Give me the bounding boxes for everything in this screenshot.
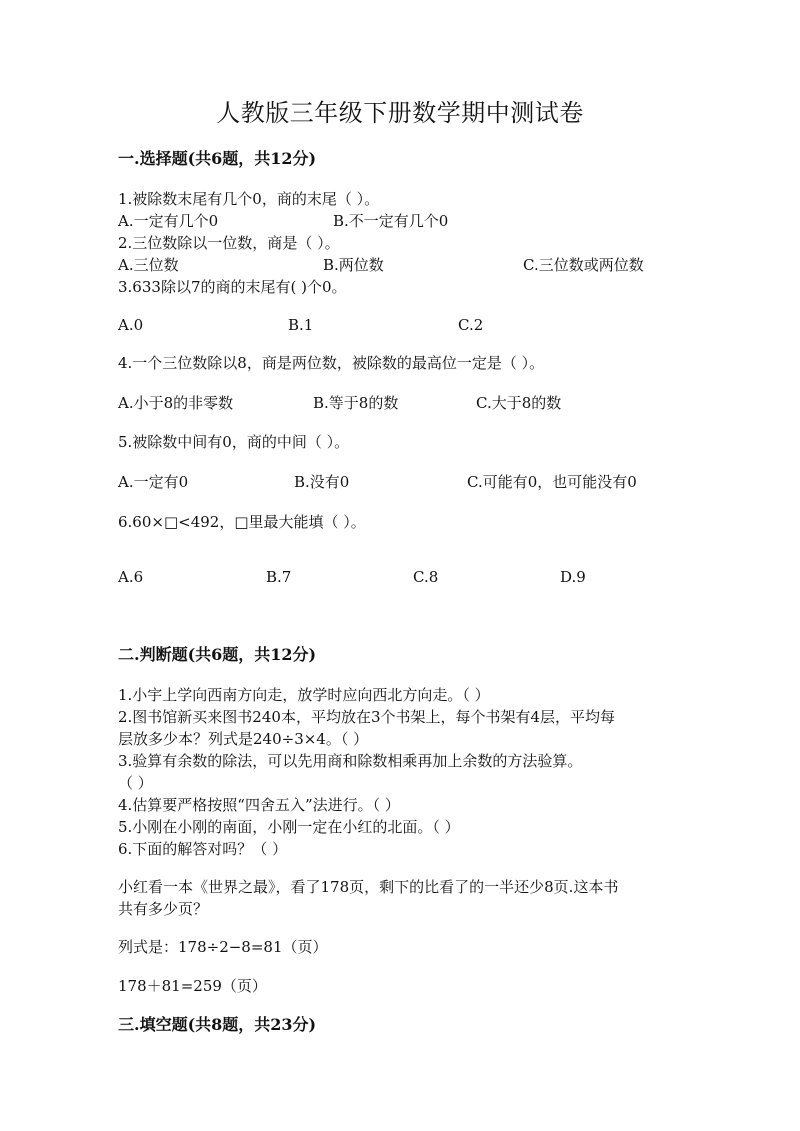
s2-q4-text: 4.估算要严格按照“四舍五入”法进行。（ ） <box>118 796 400 814</box>
s1-q4-option-a: A.小于8的非零数 <box>118 394 234 412</box>
s2-q3-line2: （ ） <box>118 774 153 792</box>
s1-q6-option-a: A.6 <box>118 568 144 586</box>
s1-q6-option-d: D.9 <box>560 568 586 586</box>
s1-q4-option-b: B.等于8的数 <box>313 394 399 412</box>
section1-heading: 一.选择题(共6题，共12分) <box>118 149 317 168</box>
s1-q3-option-c: C.2 <box>458 316 484 334</box>
s1-q2-option-a: A.三位数 <box>118 256 179 274</box>
s1-q2-option-c: C.三位数或两位数 <box>523 256 644 274</box>
s1-q1-option-b: B.不一定有几个0 <box>333 212 449 230</box>
s2-q6-text: 6.下面的解答对吗？（ ） <box>118 840 288 858</box>
s2-q2-line1: 2.图书馆新买来图书240本，平均放在3个书架上，每个书架有4层，平均每 <box>118 708 616 726</box>
s1-q3-option-a: A.0 <box>118 316 144 334</box>
s2-formula-line1: 列式是：178÷2−8=81（页） <box>118 938 328 956</box>
s1-q6-option-c: C.8 <box>413 568 439 586</box>
s1-q3-text: 3.633除以7的商的末尾有( )个0。 <box>118 278 347 296</box>
s2-q5-text: 5.小刚在小刚的南面，小刚一定在小红的北面。（ ） <box>118 818 460 836</box>
section3-heading: 三.填空题(共8题，共23分) <box>118 1015 317 1034</box>
s1-q5-option-b: B.没有0 <box>294 473 350 491</box>
s2-story-line2: 共有多少页？ <box>118 900 209 918</box>
s1-q6-text: 6.60×□<492，□里最大能填（ ）。 <box>118 513 366 531</box>
s1-q2-text: 2.三位数除以一位数，商是（ ）。 <box>118 234 340 252</box>
s1-q3-option-b: B.1 <box>288 316 314 334</box>
s2-formula-line2: 178＋81=259（页） <box>118 977 267 995</box>
s1-q1-option-a: A.一定有几个0 <box>118 212 219 230</box>
s1-q5-text: 5.被除数中间有0，商的中间（ ）。 <box>118 433 350 451</box>
s2-q2-line2: 层放多少本？列式是240÷3×4。（ ） <box>118 730 369 748</box>
page-title: 人教版三年级下册数学期中测试卷 <box>216 99 584 127</box>
s2-q1-text: 1.小宇上学向西南方向走，放学时应向西北方向走。（ ） <box>118 686 490 704</box>
s1-q2-option-b: B.两位数 <box>323 256 384 274</box>
s1-q5-option-c: C.可能有0，也可能没有0 <box>467 473 637 491</box>
s1-q5-option-a: A.一定有0 <box>118 473 189 491</box>
s1-q6-option-b: B.7 <box>266 568 292 586</box>
s2-q3-line1: 3.验算有余数的除法，可以先用商和除数相乘再加上余数的方法验算。 <box>118 752 583 770</box>
s1-q4-option-c: C.大于8的数 <box>476 394 562 412</box>
s2-story-line1: 小红看一本《世界之最》，看了178页，剩下的比看了的一半还少8页.这本书 <box>118 878 619 896</box>
s1-q4-text: 4.一个三位数除以8，商是两位数，被除数的最高位一定是（ ）。 <box>118 354 545 372</box>
section2-heading: 二.判断题(共6题，共12分) <box>118 645 317 664</box>
s1-q1-text: 1.被除数末尾有几个0，商的末尾（ ）。 <box>118 190 380 208</box>
